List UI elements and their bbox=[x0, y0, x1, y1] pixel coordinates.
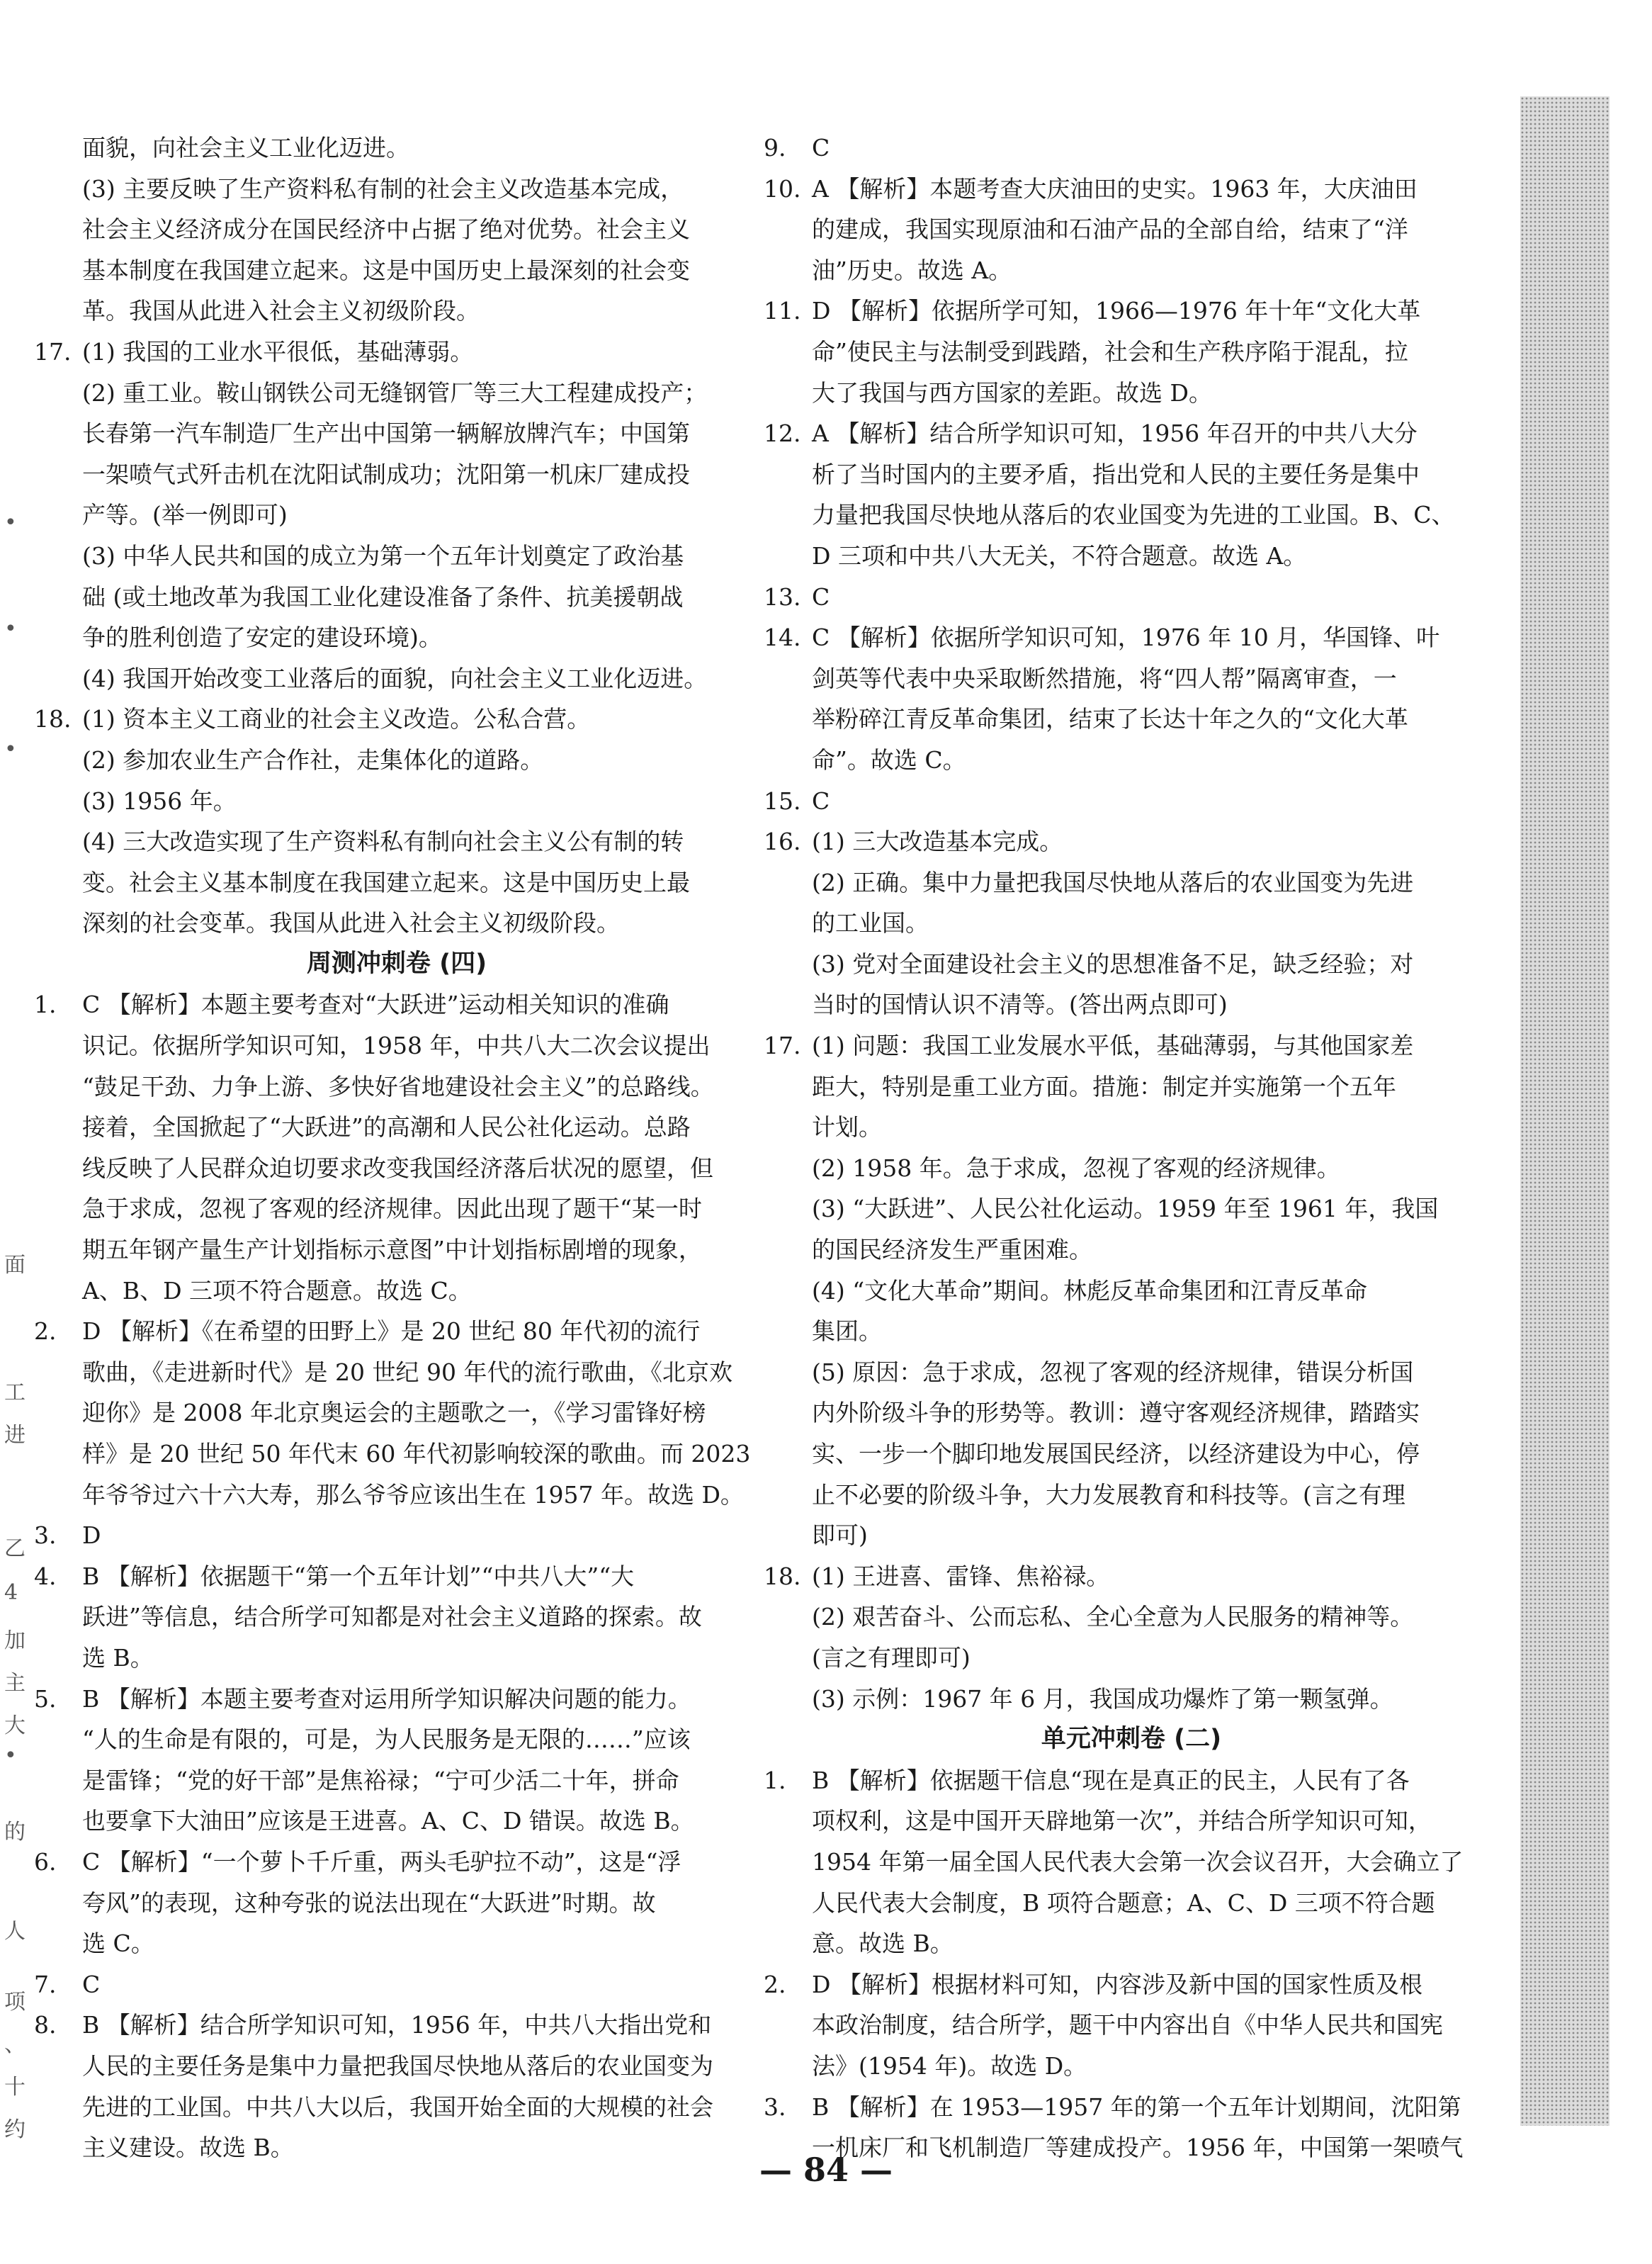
answer-line: 迎你》是 2008 年北京奥运会的主题歌之一，《学习雷锋好榜 bbox=[82, 1399, 706, 1427]
margin-fragment: • bbox=[4, 1743, 17, 1768]
question-number: 3. bbox=[34, 1521, 57, 1550]
answer-item bbox=[764, 1760, 1499, 1801]
answer-item bbox=[34, 1842, 759, 1883]
question-number: 14. bbox=[764, 624, 801, 652]
answer-line: 社会主义经济成分在国民经济中占据了绝对优势。社会主义 bbox=[82, 215, 690, 244]
answer-text: C 【解析】本题主要考查对“大跃进”运动相关知识的准确 bbox=[82, 991, 669, 1019]
question-number: 5. bbox=[34, 1684, 57, 1713]
answer-line: 识记。依据所学知识可知，1958 年，中共八大二次会议提出 bbox=[82, 1032, 711, 1060]
answer-text: C bbox=[812, 582, 830, 611]
answer-line: 实、一步一个脚印地发展国民经济，以经济建设为中心，停 bbox=[812, 1440, 1420, 1468]
answer-line: 剑英等代表中央采取断然措施，将“四人帮”隔离审查，一 bbox=[812, 664, 1397, 692]
answer-text: D 【解析】《在希望的田野上》是 20 世纪 80 年代初的流行 bbox=[82, 1317, 701, 1346]
answer-line: 计划。 bbox=[812, 1113, 882, 1142]
answer-item bbox=[34, 1515, 759, 1556]
answer-line: (3) 主要反映了生产资料私有制的社会主义改造基本完成， bbox=[82, 174, 684, 203]
answer-text: C bbox=[812, 134, 830, 162]
answer-text: B 【解析】本题主要考查对运用所学知识解决问题的能力。 bbox=[82, 1684, 691, 1713]
answer-line: 基本制度在我国建立起来。这是中国历史上最深刻的社会变 bbox=[82, 256, 690, 284]
answer-line: (2) 1958 年。急于求成，忽视了客观的经济规律。 bbox=[812, 1154, 1340, 1182]
answer-item bbox=[764, 1556, 1499, 1597]
answer-line: 也要拿下大油田”应该是王进喜。A、C、D 错误。故选 B。 bbox=[82, 1807, 694, 1835]
answer-item bbox=[34, 1311, 759, 1352]
answer-text: B 【解析】结合所学知识可知，1956 年，中共八大指出党和 bbox=[82, 2011, 712, 2039]
question-number: 4. bbox=[34, 1562, 57, 1590]
margin-fragment: • bbox=[4, 737, 17, 762]
answer-line: (4) “文化大革命”期间。林彪反革命集团和江青反革命 bbox=[812, 1276, 1367, 1305]
answer-line: 革。我国从此进入社会主义初级阶段。 bbox=[82, 297, 480, 325]
answer-item bbox=[34, 699, 759, 740]
answer-item bbox=[34, 1679, 759, 1720]
margin-fragment: 约 bbox=[4, 2117, 26, 2142]
question-number: 17. bbox=[34, 337, 72, 366]
margin-fragment: 的 bbox=[4, 1820, 26, 1845]
answer-line: 一机床厂和飞机制造厂等建成投产。1956 年，中国第一架喷气 bbox=[812, 2134, 1464, 2162]
answer-line: 人民的主要任务是集中力量把我国尽快地从落后的农业国变为 bbox=[82, 2051, 713, 2080]
answer-line: 人民代表大会制度，B 项符合题意；A、C、D 三项不符合题 bbox=[812, 1888, 1435, 1917]
question-number: 1. bbox=[764, 1766, 786, 1794]
decorative-dotted-stripe bbox=[1520, 96, 1609, 2126]
answer-line: 距大，特别是重工业方面。措施：制定并实施第一个五年 bbox=[812, 1072, 1396, 1100]
answer-item bbox=[764, 169, 1499, 210]
answer-item bbox=[764, 2087, 1499, 2128]
answer-line: (3) 1956 年。 bbox=[82, 787, 237, 815]
answer-line: 面貌，向社会主义工业化迈进。 bbox=[82, 134, 409, 162]
answer-text: (1) 我国的工业水平很低，基础薄弱。 bbox=[82, 337, 474, 366]
answer-line: 夸风”的表现，这种夸张的说法出现在“大跃进”时期。故 bbox=[82, 1888, 656, 1917]
answer-line: 是雷锋；“党的好干部”是焦裕禄；“宁可少活二十年，拼命 bbox=[82, 1766, 679, 1794]
margin-fragment: 进 bbox=[4, 1423, 26, 1448]
answer-text: B 【解析】依据题干信息“现在是真正的民主，人民有了各 bbox=[812, 1766, 1410, 1794]
section-heading: 周测冲刺卷 (四) bbox=[306, 949, 487, 978]
question-number: 9. bbox=[764, 134, 786, 162]
answer-text: B 【解析】依据题干“第一个五年计划”“中共八大”“大 bbox=[82, 1562, 635, 1590]
answer-text: C 【解析】“一个萝卜千斤重，两头毛驴拉不动”，这是“浮 bbox=[82, 1847, 681, 1876]
answer-line: 先进的工业国。中共八大以后，我国开始全面的大规模的社会 bbox=[82, 2093, 713, 2121]
question-number: 11. bbox=[764, 297, 801, 325]
answer-item bbox=[764, 781, 1499, 822]
answer-line: (2) 正确。集中力量把我国尽快地从落后的农业国变为先进 bbox=[812, 868, 1414, 896]
answer-item bbox=[34, 332, 759, 373]
answer-line: 大了我国与西方国家的差距。故选 D。 bbox=[812, 378, 1212, 407]
right-column bbox=[764, 128, 1499, 2168]
answer-line: 止不必要的阶级斗争，大力发展教育和科技等。(言之有理 bbox=[812, 1480, 1405, 1509]
answer-line: (2) 参加农业生产合作社，走集体化的道路。 bbox=[82, 745, 544, 774]
answer-line: 的工业国。 bbox=[812, 909, 929, 937]
answer-text: C bbox=[812, 787, 830, 815]
margin-fragment: 加 bbox=[4, 1628, 26, 1653]
answer-item bbox=[764, 821, 1499, 862]
answer-line: 深刻的社会变革。我国从此进入社会主义初级阶段。 bbox=[82, 909, 620, 937]
answer-line: 础 (或土地改革为我国工业化建设准备了条件、抗美援朝战 bbox=[82, 582, 684, 611]
page-number: — 84 — bbox=[759, 2151, 893, 2189]
answer-line: 歌曲，《走进新时代》是 20 世纪 90 年代的流行歌曲，《北京欢 bbox=[82, 1358, 732, 1386]
margin-fragment: 乙 bbox=[4, 1536, 26, 1561]
answer-line: 油”历史。故选 A。 bbox=[812, 256, 1012, 284]
answer-line: 的国民经济发生严重困难。 bbox=[812, 1236, 1092, 1264]
answer-item bbox=[764, 577, 1499, 618]
margin-fragment: 、 bbox=[4, 2032, 26, 2057]
answer-item bbox=[34, 1964, 759, 2005]
answer-item bbox=[34, 984, 759, 1025]
question-number: 16. bbox=[764, 828, 801, 856]
answer-text: A 【解析】结合所学知识可知，1956 年召开的中共八大分 bbox=[812, 419, 1418, 448]
answer-line: 力量把我国尽快地从落后的农业国变为先进的工业国。B、C、 bbox=[812, 501, 1455, 529]
answer-line: 命”使民主与法制受到践踏，社会和生产秩序陷于混乱，拉 bbox=[812, 337, 1408, 366]
answer-text: (1) 王进喜、雷锋、焦裕禄。 bbox=[812, 1562, 1110, 1590]
answer-line: 即可) bbox=[812, 1521, 868, 1550]
question-number: 12. bbox=[764, 419, 801, 448]
answer-item bbox=[764, 617, 1499, 658]
answer-line: 项权利，这是中国开天辟地第一次”，并结合所学知识可知， bbox=[812, 1807, 1432, 1835]
answer-text: C bbox=[82, 1970, 101, 1998]
answer-text: C 【解析】依据所学知识可知，1976 年 10 月，华国锋、叶 bbox=[812, 624, 1440, 652]
answer-line: (4) 三大改造实现了生产资料私有制向社会主义公有制的转 bbox=[82, 828, 684, 856]
answer-line: (4) 我国开始改变工业落后的面貌，向社会主义工业化迈进。 bbox=[82, 664, 708, 692]
question-number: 10. bbox=[764, 174, 801, 203]
answer-line: 年爷爷过六十六大寿，那么爷爷应该出生在 1957 年。故选 D。 bbox=[82, 1480, 744, 1509]
answer-text: D 【解析】依据所学可知，1966—1976 年十年“文化大革 bbox=[812, 297, 1421, 325]
answer-line: 的建成，我国实现原油和石油产品的全部自给，结束了“洋 bbox=[812, 215, 1408, 244]
answer-line: (3) 党对全面建设社会主义的思想准备不足，缺乏经验；对 bbox=[812, 950, 1414, 978]
question-number: 7. bbox=[34, 1970, 57, 1998]
answer-text: D bbox=[82, 1521, 101, 1550]
answer-line: 析了当时国内的主要矛盾，指出党和人民的主要任务是集中 bbox=[812, 460, 1420, 488]
answer-line: “鼓足干劲、力争上游、多快好省地建设社会主义”的总路线。 bbox=[82, 1072, 714, 1100]
margin-fragment: • bbox=[4, 616, 17, 641]
answer-line: (言之有理即可) bbox=[812, 1643, 971, 1672]
question-number: 18. bbox=[34, 705, 72, 733]
answer-line: (3) 示例：1967 年 6 月，我国成功爆炸了第一颗氢弹。 bbox=[812, 1684, 1393, 1713]
answer-line: (3) “大跃进”、人民公社化运动。1959 年至 1961 年，我国 bbox=[812, 1195, 1439, 1223]
answer-line: (3) 中华人民共和国的成立为第一个五年计划奠定了政治基 bbox=[82, 541, 684, 570]
answer-text: B 【解析】在 1953—1957 年的第一个五年计划期间，沈阳第 bbox=[812, 2093, 1461, 2121]
question-number: 6. bbox=[34, 1847, 57, 1876]
question-number: 15. bbox=[764, 787, 801, 815]
answer-line: 跃进”等信息，结合所学可知都是对社会主义道路的探索。故 bbox=[82, 1603, 702, 1631]
answer-text: A 【解析】本题考查大庆油田的史实。1963 年，大庆油田 bbox=[812, 174, 1418, 203]
answer-line: 内外阶级斗争的形势等。教训：遵守客观经济规律，踏踏实 bbox=[812, 1399, 1420, 1427]
question-number: 2. bbox=[764, 1970, 786, 1998]
margin-fragment: 十 bbox=[4, 2075, 26, 2100]
answer-line: 意。故选 B。 bbox=[812, 1930, 954, 1958]
left-margin-fragments bbox=[0, 0, 31, 2264]
answer-line: (2) 重工业。鞍山钢铁公司无缝钢管厂等三大工程建成投产； bbox=[82, 378, 708, 407]
answer-text: (1) 三大改造基本完成。 bbox=[812, 828, 1063, 856]
answer-line: 举粉碎江青反革命集团，结束了长达十年之久的“文化大革 bbox=[812, 705, 1408, 733]
answer-line: 一架喷气式歼击机在沈阳试制成功；沈阳第一机床厂建成投 bbox=[82, 460, 690, 488]
margin-fragment: 主 bbox=[4, 1671, 26, 1696]
answer-text: D 【解析】根据材料可知，内容涉及新中国的国家性质及根 bbox=[812, 1970, 1422, 1998]
answer-item bbox=[764, 291, 1499, 332]
answer-line: 急于求成，忽视了客观的经济规律。因此出现了题干“某一时 bbox=[82, 1195, 702, 1223]
answer-line: 选 B。 bbox=[82, 1643, 154, 1672]
answer-line: 法》(1954 年)。故选 D。 bbox=[812, 2051, 1087, 2080]
answer-text: (1) 问题：我国工业发展水平低，基础薄弱，与其他国家差 bbox=[812, 1032, 1414, 1060]
answer-line: 产等。(举一例即可) bbox=[82, 501, 288, 529]
margin-fragment: 4 bbox=[4, 1580, 18, 1605]
answer-item bbox=[34, 2005, 759, 2046]
answer-line: (2) 艰苦奋斗、公而忘私、全心全意为人民服务的精神等。 bbox=[812, 1603, 1414, 1631]
question-number: 17. bbox=[764, 1032, 801, 1060]
margin-fragment: • bbox=[4, 510, 17, 535]
answer-line: 命”。故选 C。 bbox=[812, 745, 966, 774]
answer-line: (5) 原因：急于求成，忽视了客观的经济规律，错误分析国 bbox=[812, 1358, 1414, 1386]
answer-line: D 三项和中共八大无关，不符合题意。故选 A。 bbox=[812, 541, 1307, 570]
answer-item bbox=[764, 128, 1499, 169]
question-number: 13. bbox=[764, 582, 801, 611]
answer-item bbox=[764, 1025, 1499, 1066]
margin-fragment: 大 bbox=[4, 1713, 26, 1738]
question-number: 18. bbox=[764, 1562, 801, 1590]
answer-line: 期五年钢产量生产计划指标示意图”中计划指标剧增的现象， bbox=[82, 1236, 702, 1264]
answer-line: “人的生命是有限的，可是，为人民服务是无限的……”应该 bbox=[82, 1725, 691, 1754]
answer-line: A、B、D 三项不符合题意。故选 C。 bbox=[82, 1276, 472, 1305]
answer-text: (1) 资本主义工商业的社会主义改造。公私合营。 bbox=[82, 705, 591, 733]
left-column bbox=[34, 128, 759, 2168]
answer-line: 线反映了人民群众迫切要求改变我国经济落后状况的愿望，但 bbox=[82, 1154, 713, 1182]
answer-line: 1954 年第一届全国人民代表大会第一次会议召开，大会确立了 bbox=[812, 1847, 1464, 1876]
answer-line: 当时的国情认识不清等。(答出两点即可) bbox=[812, 991, 1228, 1019]
question-number: 2. bbox=[34, 1317, 57, 1346]
margin-fragment: 面 bbox=[4, 1253, 26, 1278]
answer-line: 接着，全国掀起了“大跃进”的高潮和人民公社化运动。总路 bbox=[82, 1113, 691, 1142]
margin-fragment: 人 bbox=[4, 1919, 26, 1944]
question-number: 3. bbox=[764, 2093, 786, 2121]
answer-item bbox=[764, 413, 1499, 454]
answer-line: 主义建设。故选 B。 bbox=[82, 2134, 294, 2162]
answer-item bbox=[34, 1556, 759, 1597]
answer-line: 选 C。 bbox=[82, 1930, 154, 1958]
answer-line: 争的胜利创造了安定的建设环境)。 bbox=[82, 624, 442, 652]
answer-line: 本政治制度，结合所学，题干中内容出自《中华人民共和国宪 bbox=[812, 2011, 1443, 2039]
question-number: 8. bbox=[34, 2011, 57, 2039]
section-heading: 单元冲刺卷 (二) bbox=[1041, 1725, 1222, 1754]
question-number: 1. bbox=[34, 991, 57, 1019]
answer-line: 长春第一汽车制造厂生产出中国第一辆解放牌汽车；中国第 bbox=[82, 419, 690, 448]
margin-fragment: 项 bbox=[4, 1990, 26, 2015]
answer-line: 样》是 20 世纪 50 年代末 60 年代初影响较深的歌曲。而 2023 bbox=[82, 1440, 751, 1468]
answer-line: 集团。 bbox=[812, 1317, 882, 1346]
margin-fragment: 工 bbox=[4, 1380, 26, 1405]
answer-line: 变。社会主义基本制度在我国建立起来。这是中国历史上最 bbox=[82, 868, 690, 896]
answer-item bbox=[764, 1964, 1499, 2005]
